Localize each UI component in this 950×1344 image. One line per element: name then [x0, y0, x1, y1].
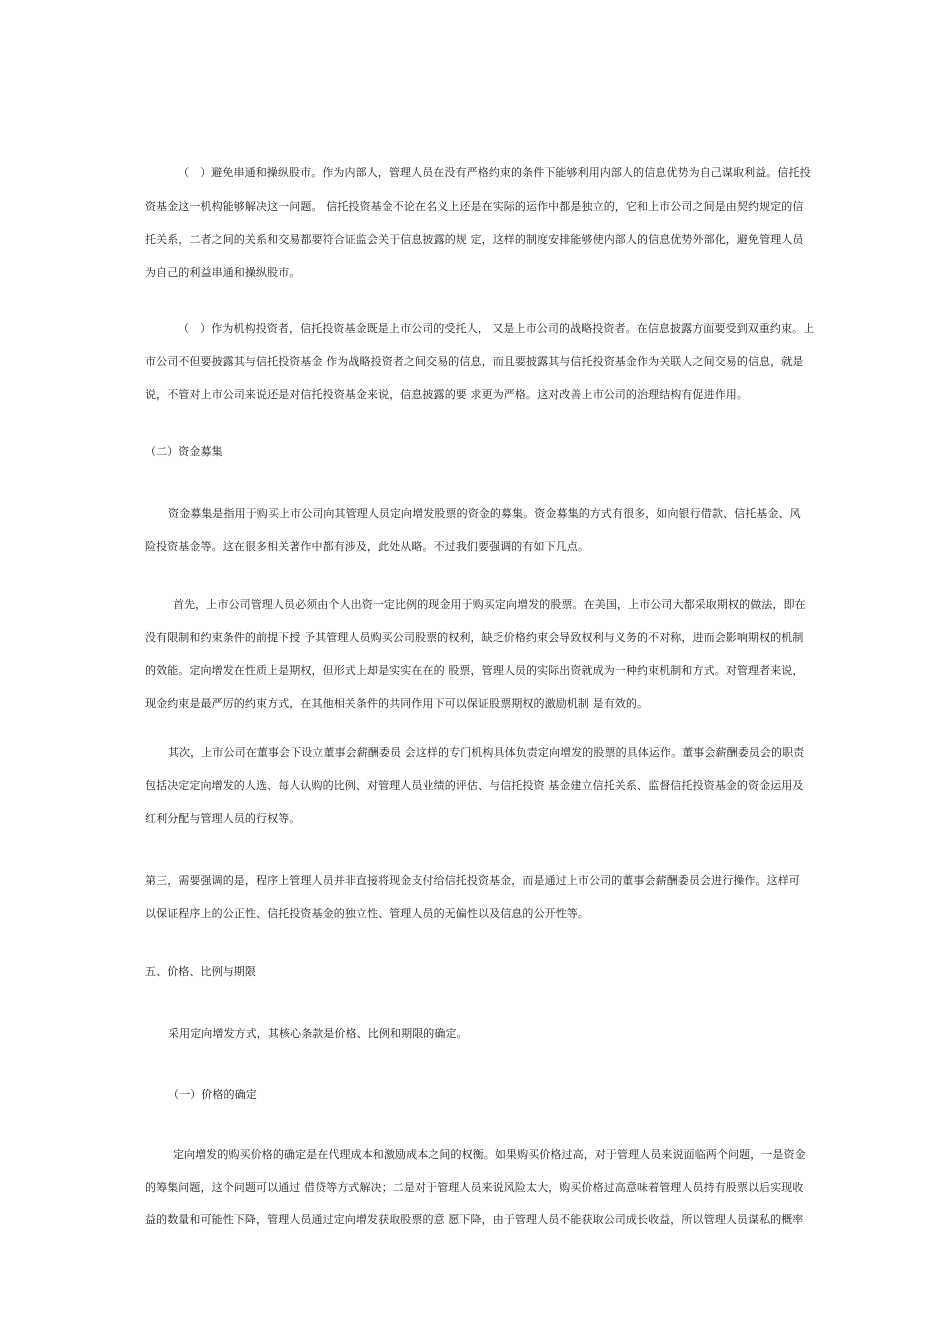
- text-line: 的筹集问题，这个问题可以通过 借贷等方式解决；二是对于管理人员来说风险太大，购买价格过高意味着管理人员持有股票以后实现收: [145, 1181, 804, 1194]
- section-heading-fund-raising: （二）资金募集: [145, 445, 223, 458]
- text-line: 以保证程序上的公正性、信托投资基金的独立性、管理人员的无偏性以及信息的公开性等。: [145, 907, 589, 920]
- text-line: （ ）避免串通和操纵股市。作为内部人，管理人员在没有严格约束的条件下能够利用内部人的信息优势为自己谋取利益。信托投: [178, 166, 811, 179]
- paragraph-7: 采用定向增发方式，其核心条款是价格、比例和期限的确定。: [168, 1027, 468, 1040]
- text-line: 险投资基金等。这在很多相关著作中都有涉及，此处从略。不过我们要强调的有如下几点。: [145, 540, 589, 553]
- text-line: 第三，需要强调的是，程序上管理人员并非直接将现金支付给信托投资基金，而是通过上市公司的董事会薪酬委员会进行操作。这样可: [145, 874, 800, 887]
- text-line: 说，不管对上市公司来说还是对信托投资基金来说，信息披露的要 求更为严格。这对改善上市公司的治理结构有促进作用。: [145, 388, 748, 401]
- text-line: 为自己的利益串通和操纵股市。: [145, 266, 301, 279]
- section-heading-price-ratio-term: 五、价格、比例与期限: [145, 965, 256, 978]
- text-line: 资基金这一机构能够解决这一问题。 信托投资基金不论在名义上还是在实际的运作中都是独立的，它和上市公司之间是由契约规定的信: [145, 200, 804, 213]
- text-line: 红利分配与管理人员的行权等。: [145, 812, 301, 825]
- text-line: 市公司不但要披露其与信托投资基金 作为战略投资者之间交易的信息，而且要披露其与信托投资基金作为关联人之间交易的信息，就是: [145, 355, 804, 368]
- text-line: 资金募集是指用于购买上市公司向其管理人员定向增发股票的资金的募集。资金募集的方式有很多，如向银行借款、信托基金、风: [168, 507, 801, 520]
- text-line: 没有限制和约束条件的前提下授 予其管理人员购买公司股票的权利，缺乏价格约束会导致权利与义务的不对称，进而会影响期权的机制: [145, 631, 804, 644]
- text-line: 现金约束是最严厉的约束方式，在其他相关条件的共同作用下可以保证股票期权的激励机制 是有效的。: [145, 697, 649, 710]
- text-line: 的效能。定向增发在性质上是期权，但形式上却是实实在在的 股票，管理人员的实际出资就成为一种约束机制和方式。对管理者来说，: [145, 664, 804, 677]
- text-line: （ ）作为机构投资者，信托投资基金既是上市公司的受托人， 又是上市公司的战略投资者。在信息披露方面要受到双重约束。上: [178, 322, 815, 335]
- text-line: 包括决定定向增发的人选、每人认购的比例、对管理人员业绩的评估、与信托投资 基金建立信托关系、监督信托投资基金的资金运用及: [145, 779, 804, 792]
- subsection-heading-price: （一）价格的确定: [168, 1088, 257, 1101]
- text-line: 其次，上市公司在董事会下设立董事会薪酬委员 会这样的专门机构具体负责定向增发的股票的具体运作。董事会薪酬委员会的职责: [168, 746, 805, 759]
- text-line: 定向增发的购买价格的确定是在代理成本和激励成本之间的权衡。如果购买价格过高，对于管理人员来说面临两个问题，一是资金: [173, 1148, 806, 1161]
- text-line: 首先，上市公司管理人员必须由个人出资一定比例的现金用于购买定向增发的股票。在美国，上市公司大都采取期权的做法，即在: [173, 598, 806, 611]
- text-line: 托关系，二者之间的关系和交易都要符合证监会关于信息披露的规 定，这样的制度安排能够使内部人的信息优势外部化，避免管理人员: [145, 233, 804, 246]
- text-line: 益的数量和可能性下降，管理人员通过定向增发获取股票的意 愿下降，由于管理人员不能获取公司成长收益，所以管理人员谋私的概率: [145, 1213, 804, 1226]
